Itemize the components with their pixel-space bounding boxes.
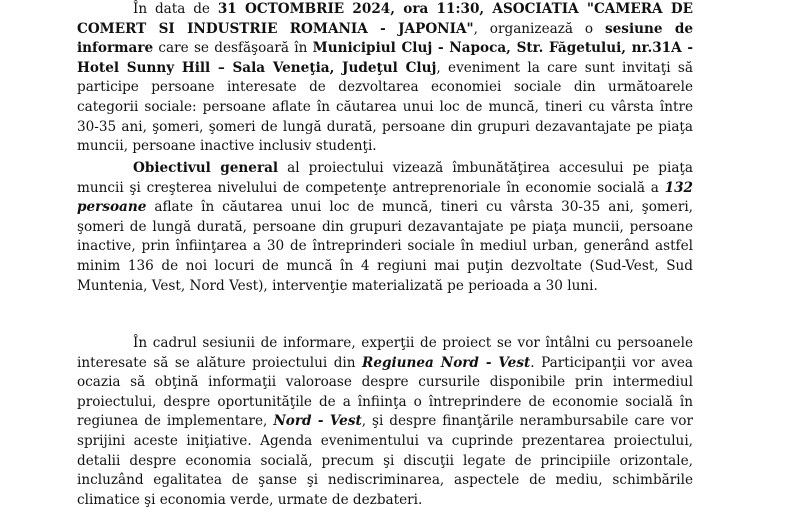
text-participants: . Participanţii vor avea ocazia să obţină informaţii valoroase despre cursurile disponibile prin intermediul proiectului, despre oportunităţile de a înfiinţa o întreprindere de economie socială în regiunea de implementare,	[77, 354, 694, 430]
text-objective-label: Obiectivul general	[133, 160, 279, 176]
text-organizes: , organizează o	[473, 20, 605, 37]
text-date-organizer: 31 OCTOMBRIE 2024, ora 11:30, ASOCIATIA "CAMERA DE COMERT SI INDUSTRIE ROMANIA - JAPONIA"	[77, 1, 693, 37]
text-location: Municipiul Cluj - Napoca, Str. Făgetului, nr.31A - Hotel Sunny Hill – Sala Veneţia, Judeţul Cluj	[77, 40, 693, 76]
text-objective-body: al proiectului vizează îmbunătăţirea accesului pe piaţa muncii şi creşterea nivelului de competenţe antreprenoriale în economie socială a	[77, 160, 693, 196]
paragraph-event-announcement	[77, 0, 693, 157]
text-intro: În data de	[133, 1, 218, 17]
text-session: sesiune de informare	[77, 20, 694, 57]
text-session-intro: În cadrul sesiunii de informare, experţii de proiect se vor întâlni cu persoanele interesate să se alăture proiectului din	[77, 335, 693, 371]
text-persons-count: 132 persoane	[77, 179, 693, 216]
text-invitees: , eveniment la care sunt invitaţi să participe persoane interesate de dezvoltarea economiei sociale din următoarele categorii sociale: persoane aflate în căutarea unui loc de muncă, tineri cu vârsta între 30-35 ani, şomeri, şomeri de lungă durată, persoane din grupuri dezavantajate pe piaţa muncii, persoane inactive inclusiv studenţi.	[77, 59, 693, 155]
paragraph-general-objective	[77, 159, 693, 296]
text-takes-place: care se desfăşoară în	[153, 40, 313, 57]
text-region-repeat: Nord - Vest	[273, 413, 362, 430]
text-region: Regiunea Nord - Vest	[362, 354, 531, 371]
text-objective-rest: aflate în căutarea unui loc de muncă, tineri cu vârsta 30-35 ani, şomeri, şomeri de lungă durată, persoane din grupuri dezavantajate pe piaţa muncii, persoane inactive, prin înfiinţarea a 30 de întreprinderi sociale în mediul urban, generând astfel minim 136 de noi locuri de muncă în 4 regiuni mai puţin dezvoltate (Sud-Vest, Sud Muntenia, Vest, Nord Vest), intervenţie materializată pe perioada a 30 luni.	[77, 199, 693, 294]
paragraph-session-details	[77, 334, 693, 510]
text-agenda: , şi despre finanţările nerambursabile care vor sprijini aceste iniţiative. Agenda evenimentului va cuprinde prezentarea proiectului, detalii despre economia socială, precum şi discuţii legate de principiile orizontale, incluzând egalitatea de şanse şi nediscriminarea, aspectele de mediu, schimbările climatice şi economia verde, urmate de dezbateri.	[77, 413, 693, 508]
